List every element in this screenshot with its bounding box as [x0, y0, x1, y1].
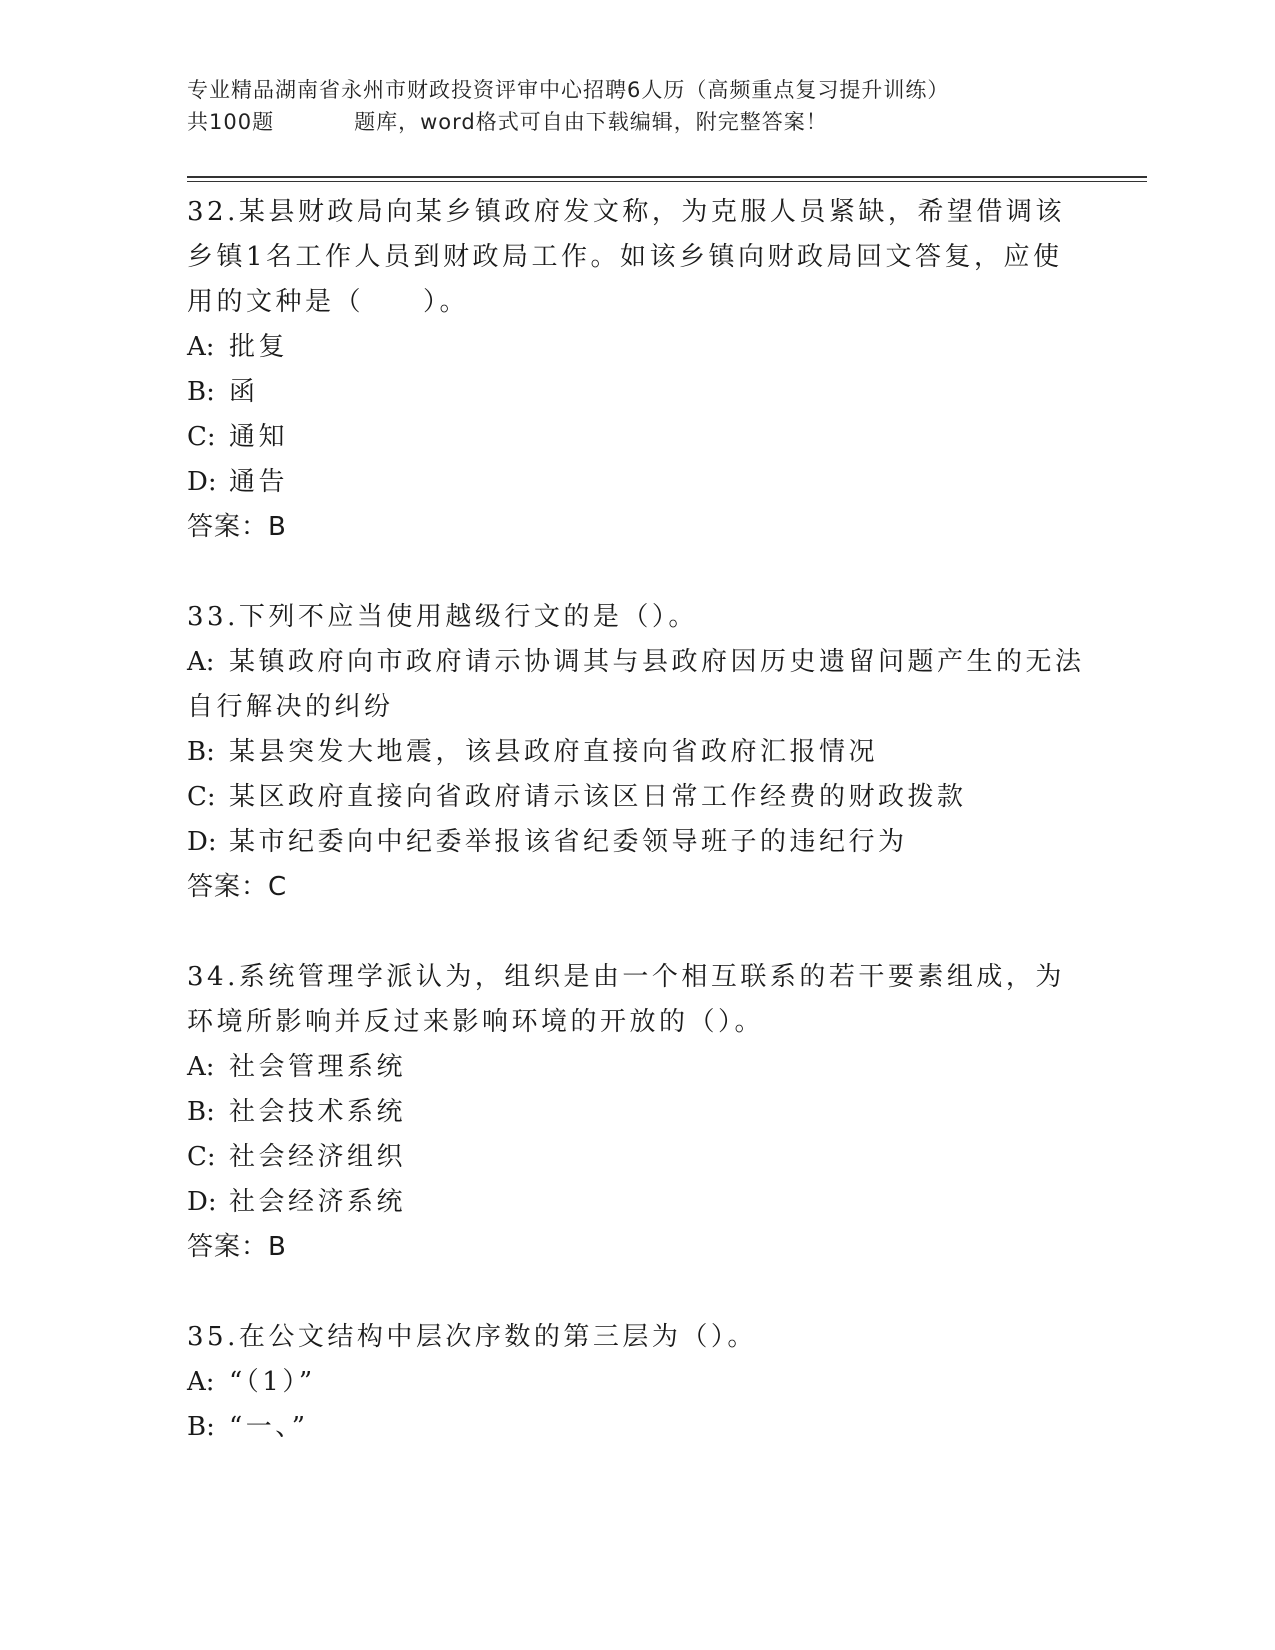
option-text: 某市纪委向中纪委举报该省纪委领导班子的违纪行为	[229, 827, 908, 857]
option-c	[187, 415, 1087, 460]
answer-line: 答案：C	[187, 872, 288, 902]
option-key: A:	[187, 1367, 215, 1397]
option-d	[187, 1180, 1087, 1225]
header-divider-thin	[187, 181, 1147, 182]
option-key: A:	[187, 1052, 215, 1082]
option-key: C:	[187, 1142, 216, 1172]
document-header	[187, 74, 1147, 138]
option-text: 社会管理系统	[229, 1052, 407, 1082]
question-33	[187, 595, 1087, 910]
option-d	[187, 460, 1087, 505]
question-34	[187, 955, 1087, 1270]
option-text: 批复	[229, 332, 289, 362]
option-d	[187, 820, 1087, 865]
option-a	[187, 1045, 1087, 1090]
option-key: B:	[187, 737, 215, 767]
option-key: C:	[187, 782, 216, 812]
question-text: 33.下列不应当使用越级行文的是（）。	[187, 602, 698, 632]
answer-line: 答案：B	[187, 512, 287, 542]
option-text: 通告	[229, 467, 289, 497]
option-text: “（1）”	[229, 1367, 316, 1397]
header-question-count: 共100题	[187, 110, 275, 134]
option-text: 社会技术系统	[229, 1097, 407, 1127]
question-32	[187, 190, 1087, 550]
option-text: 通知	[229, 422, 289, 452]
option-key: A:	[187, 647, 215, 677]
option-a	[187, 1360, 1087, 1405]
option-key: A:	[187, 332, 215, 362]
option-key: B:	[187, 1412, 215, 1442]
option-text: 社会经济系统	[229, 1187, 407, 1217]
option-text: 函	[229, 377, 259, 407]
question-text: 34.系统管理学派认为，组织是由一个相互联系的若干要素组成，为环境所影响并反过来影响环境的开放的（）。	[187, 962, 1065, 1037]
option-key: C:	[187, 422, 216, 452]
option-key: B:	[187, 377, 215, 407]
option-b	[187, 1090, 1087, 1135]
option-b	[187, 370, 1087, 415]
option-text: 某区政府直接向省政府请示该区日常工作经费的财政拨款	[229, 782, 967, 812]
question-text: 32.某县财政局向某乡镇政府发文称，为克服人员紧缺，希望借调该乡镇1名工作人员到财政局工作。如该乡镇向财政局回文答复，应使用的文种是（ ）。	[187, 197, 1065, 317]
option-text: 某镇政府向市政府请示协调其与县政府因历史遗留问题产生的无法自行解决的纠纷	[187, 647, 1085, 722]
option-text: 社会经济组织	[229, 1142, 407, 1172]
header-divider-thick	[187, 176, 1147, 178]
question-text: 35.在公文结构中层次序数的第三层为（）。	[187, 1322, 757, 1352]
header-subtitle	[187, 106, 1147, 138]
option-a	[187, 640, 1087, 730]
option-b	[187, 730, 1087, 775]
answer-line: 答案：B	[187, 1232, 287, 1262]
option-b	[187, 1405, 1087, 1450]
option-text: “一、”	[229, 1412, 309, 1442]
option-key: D:	[187, 827, 217, 857]
option-c	[187, 775, 1087, 820]
option-key: D:	[187, 467, 217, 497]
header-title: 专业精品湖南省永州市财政投资评审中心招聘6人历（高频重点复习提升训练）	[187, 78, 950, 102]
option-c	[187, 1135, 1087, 1180]
option-text: 某县突发大地震，该县政府直接向省政府汇报情况	[229, 737, 879, 767]
option-key: D:	[187, 1187, 217, 1217]
question-35	[187, 1315, 1087, 1450]
question-list	[187, 190, 1087, 1495]
option-a	[187, 325, 1087, 370]
header-description: 题库，word格式可自由下载编辑，附完整答案！	[354, 110, 828, 134]
option-key: B:	[187, 1097, 215, 1127]
